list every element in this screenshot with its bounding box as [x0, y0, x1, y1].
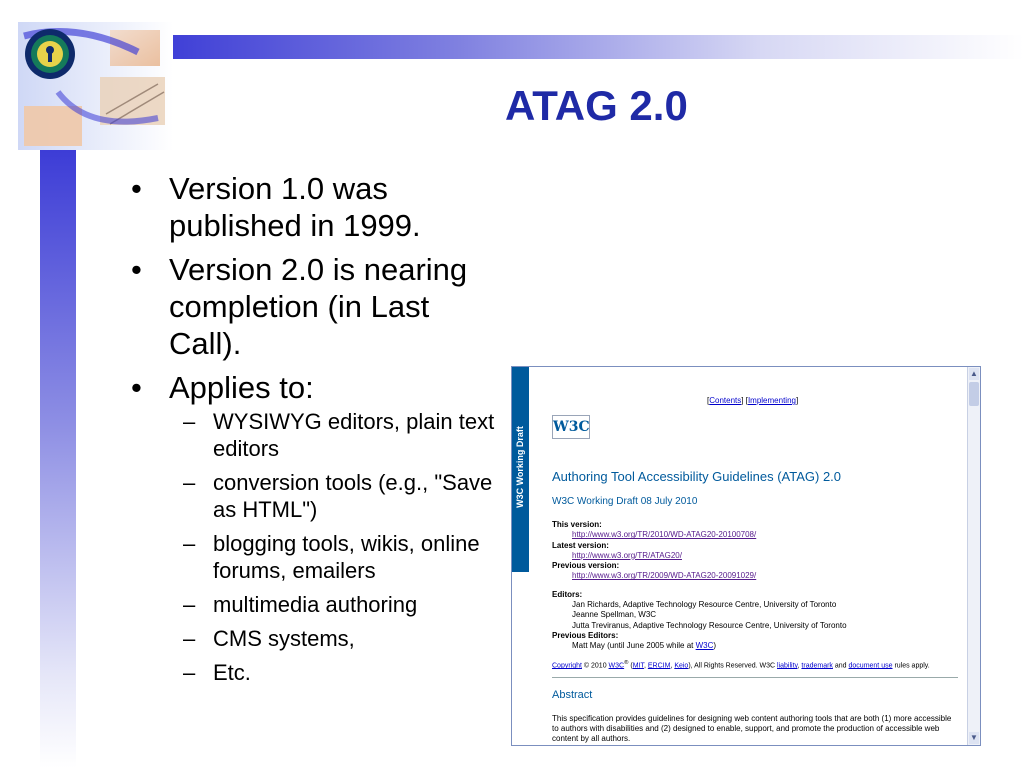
bullet-item [125, 170, 510, 244]
previous-version-link[interactable]: http://www.w3.org/TR/2009/WD-ATAG20-20091029/ [572, 571, 757, 581]
sub-bullet-text: multimedia authoring [213, 592, 418, 617]
liability-link[interactable]: liability [777, 662, 798, 670]
bullet-text: Applies to: [169, 370, 314, 405]
sub-bullet-item [125, 530, 510, 584]
sub-bullet-text: CMS systems, [213, 626, 355, 651]
copyright-line [552, 660, 930, 669]
top-decorative-band [150, 35, 1024, 59]
document-title: Authoring Tool Accessibility Guidelines (ATAG) 2.0 [552, 469, 842, 484]
w3c-draft-screenshot [511, 366, 981, 746]
sub-bullet-item [125, 659, 510, 686]
sub-bullet-item [125, 408, 510, 462]
latest-version-link[interactable]: http://www.w3.org/TR/ATAG20/ [572, 550, 682, 560]
nav-bracket: [ [707, 396, 710, 405]
sub-bullet-item [125, 625, 510, 652]
this-version-link[interactable]: http://www.w3.org/TR/2010/WD-ATAG20-20100708/ [572, 530, 757, 540]
bullet-mark: • [131, 370, 142, 405]
sub-bullet-mark: – [183, 660, 196, 685]
bullet-text: Version 1.0 was published in 1999. [169, 171, 421, 243]
previous-editors-label: Previous Editors: [552, 630, 619, 640]
vertical-scrollbar[interactable] [967, 367, 980, 745]
sub-bullet-text: blogging tools, wikis, online forums, emailers [213, 531, 480, 583]
copyright-text: ( [628, 662, 633, 670]
sub-bullet-mark: – [183, 592, 196, 617]
latest-version-label: Latest version: [552, 540, 609, 550]
bullet-text: Version 2.0 is nearing completion (in Last Call). [169, 252, 468, 361]
left-decorative-band [40, 145, 76, 768]
abstract-heading: Abstract [552, 689, 593, 701]
sub-bullet-text: Etc. [213, 660, 251, 685]
w3c-link[interactable]: W3C [608, 662, 625, 670]
sub-bullet-item [125, 591, 510, 618]
scroll-thumb[interactable] [969, 382, 979, 406]
copyright-text: , [670, 662, 675, 670]
sub-bullet-mark: – [183, 531, 196, 556]
editor-entry: Jutta Treviranus, Adaptive Technology Resource Centre, University of Toronto [572, 620, 847, 630]
bullet-mark: • [131, 252, 142, 287]
working-draft-band-label: W3C Working Draft [515, 426, 525, 508]
previous-editor-text: ) [713, 641, 717, 651]
document-use-link[interactable]: document use [848, 662, 893, 670]
sub-bullet-list [125, 408, 510, 686]
copyright-text: rules apply. [892, 662, 930, 670]
nav-bracket: ] [795, 396, 799, 405]
copyright-link[interactable]: Copyright [552, 662, 582, 670]
scroll-down-icon[interactable]: ▼ [970, 733, 978, 742]
document-subtitle: W3C Working Draft 08 July 2010 [552, 496, 698, 507]
sub-bullet-text: WYSIWYG editors, plain text editors [213, 409, 495, 461]
scroll-up-icon[interactable]: ▲ [970, 369, 978, 378]
copyright-text: and [832, 662, 849, 670]
editor-entry: Jan Richards, Adaptive Technology Resource Centre, University of Toronto [572, 600, 837, 610]
bullet-list [125, 170, 510, 693]
doc-nav-links [707, 396, 798, 405]
working-draft-band [512, 367, 529, 572]
sub-bullet-text: conversion tools (e.g., "Save as HTML") [213, 470, 493, 522]
w3c-logo[interactable]: W3C [552, 415, 590, 439]
copyright-text: , [797, 662, 802, 670]
w3c-link[interactable]: W3C [695, 641, 714, 651]
previous-editor-entry [552, 641, 964, 651]
editor-entry: Jeanne Spellman, W3C [572, 610, 657, 620]
sub-bullet-mark: – [183, 409, 196, 434]
previous-editor-text: Matt May (until June 2005 while at [572, 641, 696, 651]
bullet-item [125, 251, 510, 362]
nav-bracket: ] [ [741, 396, 748, 405]
copyright-text: ), All Rights Reserved. W3C [688, 662, 778, 670]
implementing-link[interactable]: Implementing [747, 396, 796, 405]
contents-link[interactable]: Contents [709, 396, 742, 405]
registered-mark: ® [624, 660, 629, 666]
bullet-item [125, 369, 510, 406]
document-metadata [552, 520, 964, 652]
trademark-link[interactable]: trademark [801, 662, 833, 670]
editors-label: Editors: [552, 589, 583, 599]
copyright-text: , [643, 662, 648, 670]
ercim-link[interactable]: ERCIM [647, 662, 671, 670]
this-version-label: This version: [552, 520, 602, 529]
previous-version-label: Previous version: [552, 561, 620, 571]
sub-bullet-mark: – [183, 626, 196, 651]
atag-logo-collage [18, 22, 173, 150]
separator-line [552, 677, 958, 678]
slide-title: ATAG 2.0 [505, 82, 688, 129]
sub-bullet-mark: – [183, 470, 196, 495]
bullet-mark: • [131, 171, 142, 206]
copyright-text: © 2010 [581, 662, 609, 670]
abstract-text: This specification provides guidelines for designing web content authoring tools that are both (1) more accessible to authors with disabilities and (2) designed to enable, support, and promote the production of accessible web content by all authors. [552, 714, 952, 743]
mit-link[interactable]: MIT [632, 662, 644, 670]
keio-link[interactable]: Keio [674, 662, 689, 670]
sub-bullet-item [125, 469, 510, 523]
